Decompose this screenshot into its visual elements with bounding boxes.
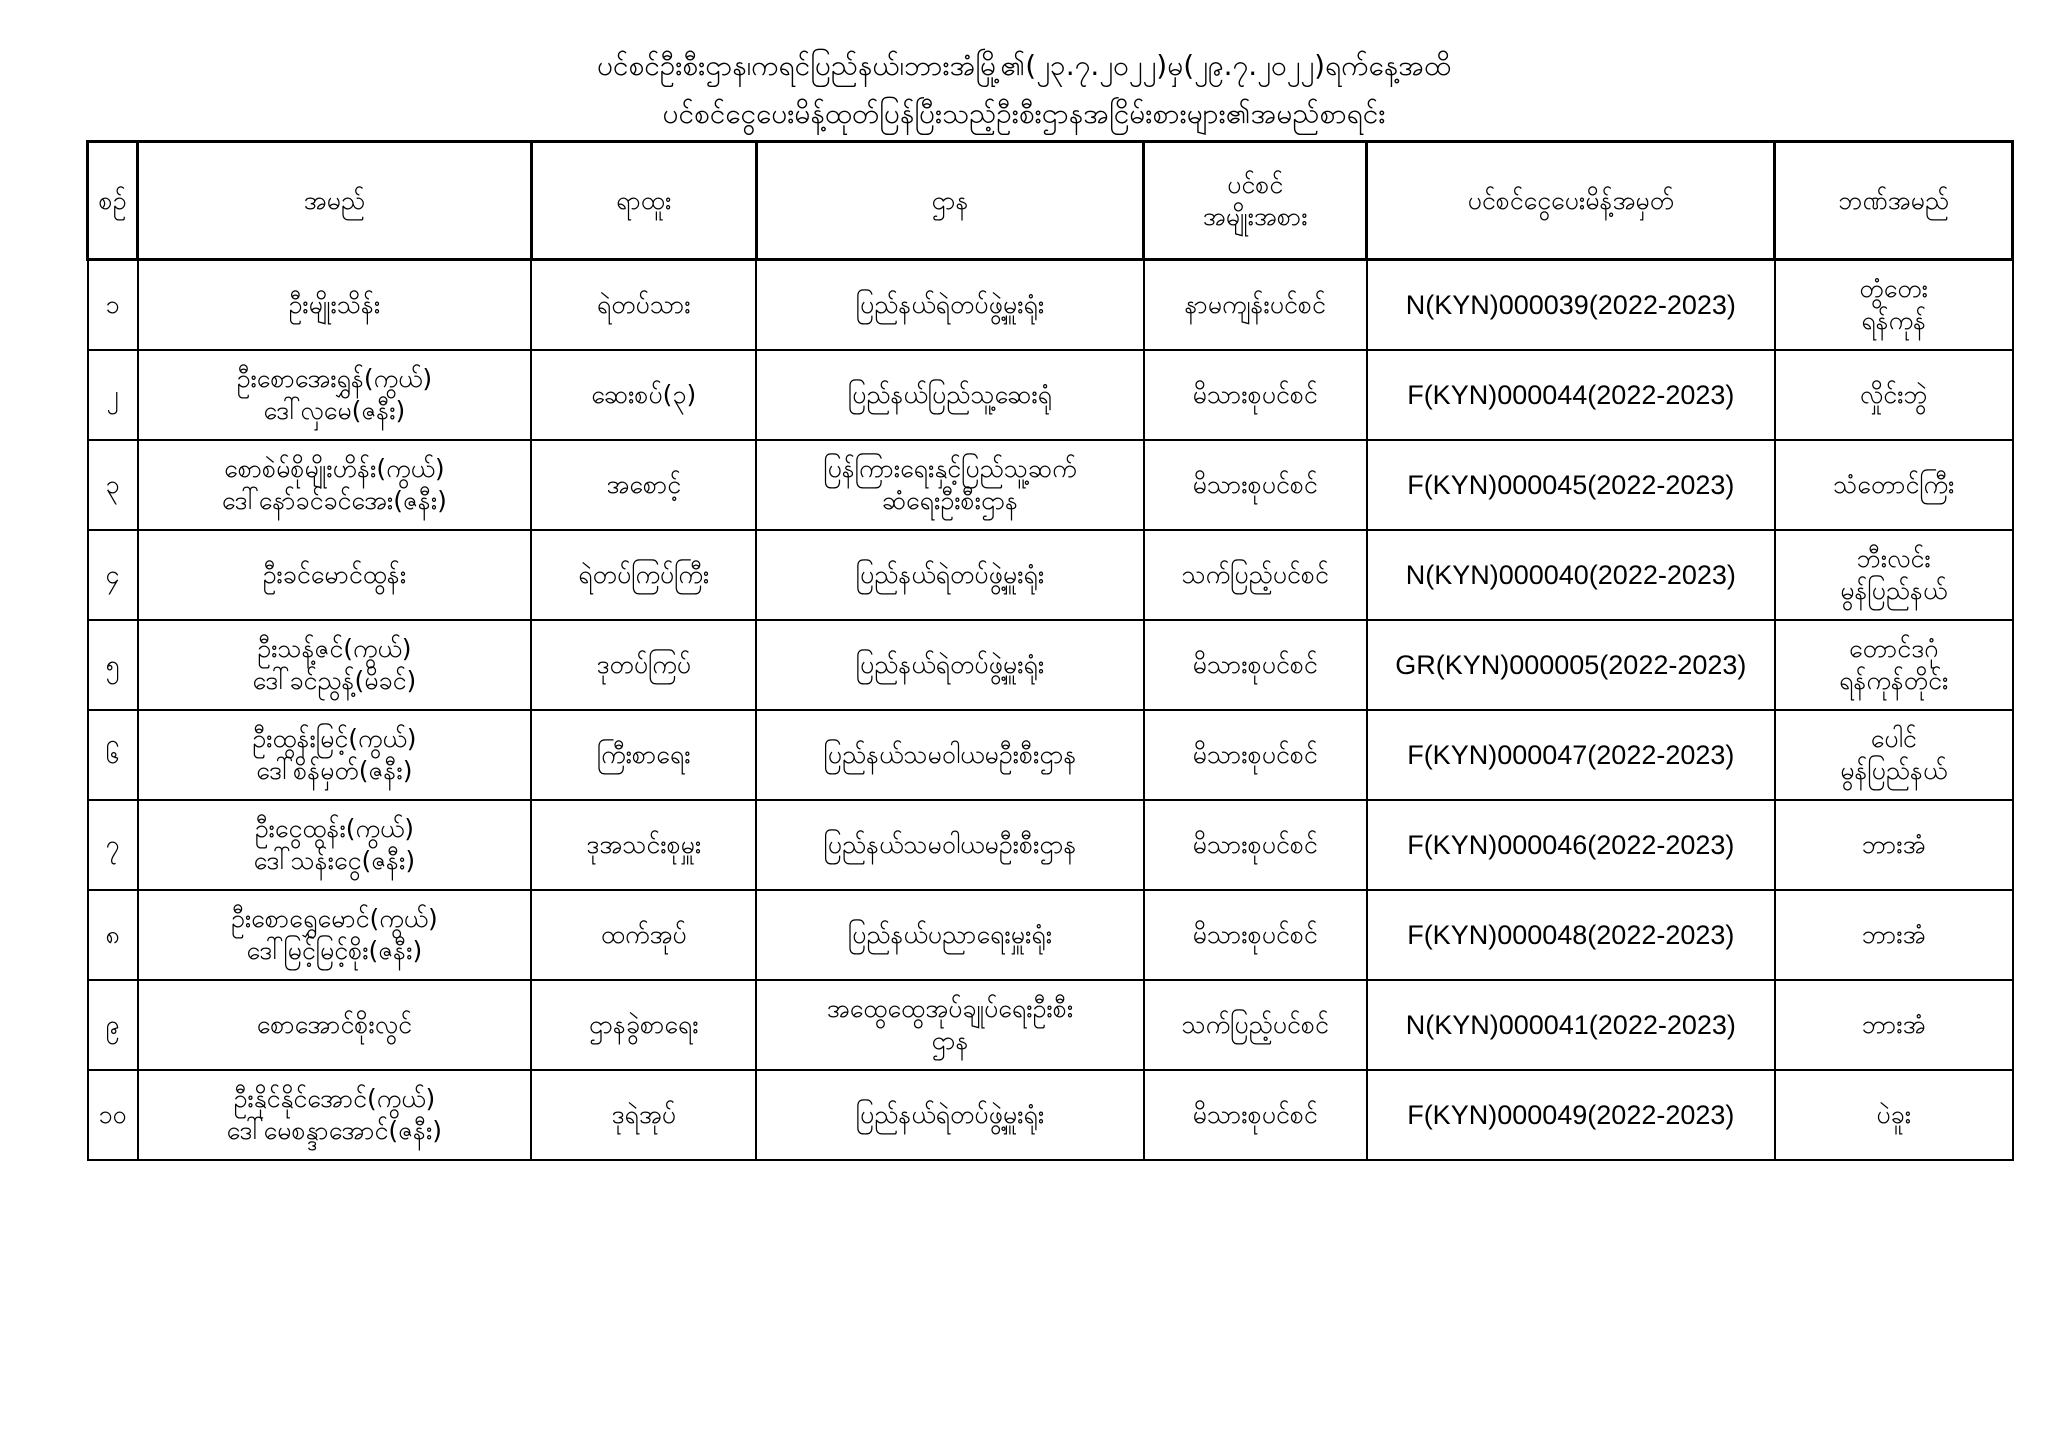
cell-bank-name-line-1: လှိုင်းဘွဲ [1859,379,1928,409]
cell-name [138,530,532,620]
cell-bank-name [1775,530,2013,620]
cell-bank-name [1775,1070,2013,1160]
cell-department [756,800,1144,890]
cell-serial-no: ၈ [88,890,138,980]
cell-department [756,710,1144,800]
cell-department-line-1: ပြည်နယ်ရဲတပ်ဖွဲ့မှူးရုံး [855,289,1045,319]
table-header-row [88,142,2013,260]
cell-pension-type: နာမကျန်းပင်စင် [1144,260,1367,350]
cell-bank-name-line-2: ရန်ကုန်တိုင်း [1839,665,1949,695]
cell-department [756,440,1144,530]
cell-pension-type: မိသားစုပင်စင် [1144,620,1367,710]
cell-rank: ဆေးစပ်(၃) [531,350,756,440]
cell-bank-name [1775,890,2013,980]
cell-name-line-1: ဦးမျိုးသိန်း [288,289,381,319]
cell-pension-type: သက်ပြည့်ပင်စင် [1144,530,1367,620]
cell-name [138,890,532,980]
cell-bank-name-line-1: တွံတေး [1859,273,1929,303]
cell-bank-name [1775,350,2013,440]
cell-serial-no: ၃ [88,440,138,530]
cell-name-line-2: ဒေါ်လှမေ(ဇနီး) [263,395,406,425]
cell-name-line-2: ဒေါ်သန်းငွေ(ဇနီး) [253,845,416,875]
cell-name-line-1: ဦးခင်မောင်ထွန်း [262,559,407,589]
cell-rank: ဌာနခွဲစာရေး [531,980,756,1070]
table-row [88,350,2013,440]
header-pension-order-number: ပင်စင်ငွေပေးမိန့်အမှတ် [1367,142,1775,260]
cell-pension-order-number: F(KYN)000047(2022-2023) [1367,710,1775,800]
cell-bank-name-line-1: ဘားအံ [1861,919,1926,949]
header-rank: ရာထူး [531,142,756,260]
cell-department-line-1: ပြန်ကြားရေးနှင့်ပြည်သူ့ဆက် [823,453,1077,483]
table-row [88,260,2013,350]
cell-name-line-2: ဒေါ်နော်ခင်ခင်အေး(ဇနီး) [221,485,447,515]
cell-pension-order-number: N(KYN)000040(2022-2023) [1367,530,1775,620]
cell-pension-type: မိသားစုပင်စင် [1144,440,1367,530]
cell-name-line-1: စောစဲမ်စိုမျိုးဟိန်း(ကွယ်) [224,453,445,483]
cell-name [138,620,532,710]
cell-bank-name-line-1: တောင်ဒဂုံ [1849,633,1939,663]
header-name: အမည် [138,142,532,260]
cell-rank: ရဲတပ်ကြပ်ကြီး [531,530,756,620]
cell-name [138,350,532,440]
cell-name-line-1: ဦးငွေထွန်း(ကွယ်) [254,813,415,843]
cell-bank-name-line-1: ပေါင် [1870,723,1917,753]
cell-pension-type: မိသားစုပင်စင် [1144,890,1367,980]
cell-department [756,980,1144,1070]
table-row [88,620,2013,710]
cell-name-line-2: ဒေါ်ခင်ညွန့်(မိခင်) [252,665,417,695]
cell-bank-name-line-1: ဘားအံ [1861,1009,1926,1039]
header-pension-type-line-2: အမျိုးအစား [1202,201,1308,231]
table-row [88,440,2013,530]
cell-department [756,890,1144,980]
cell-department [756,620,1144,710]
cell-pension-order-number: N(KYN)000041(2022-2023) [1367,980,1775,1070]
document-title-line-1: ပင်စင်ဦးစီးဌာန၊ကရင်ပြည်နယ်၊ဘားအံမြို့၏(၂၃.၇.၂၀၂၂)မှ(၂၉.၇.၂၀၂၂)ရက်နေ့အထိ [596,49,1452,82]
cell-name [138,800,532,890]
cell-name [138,1070,532,1160]
cell-serial-no: ၂ [88,350,138,440]
cell-name-line-1: ဦးထွန်းမြင့်(ကွယ်) [252,723,417,753]
cell-bank-name-line-1: ဘီးလင်း [1856,543,1931,573]
table-row [88,980,2013,1070]
cell-department-line-1: ပြည်နယ်ပြည်သူ့ဆေးရုံ [847,379,1053,409]
cell-name-line-1: ဦးသန့်ဇင်(ကွယ်) [257,633,412,663]
cell-pension-type: မိသားစုပင်စင် [1144,800,1367,890]
cell-bank-name [1775,260,2013,350]
cell-bank-name-line-2: မွန်ပြည်နယ် [1840,575,1948,605]
table-row [88,1070,2013,1160]
cell-bank-name-line-1: ဘားအံ [1861,829,1926,859]
cell-department-line-1: အထွေထွေအုပ်ချုပ်ရေးဦးစီး [826,993,1074,1023]
cell-department [756,1070,1144,1160]
cell-pension-order-number: F(KYN)000044(2022-2023) [1367,350,1775,440]
cell-bank-name [1775,440,2013,530]
cell-pension-order-number: GR(KYN)000005(2022-2023) [1367,620,1775,710]
cell-department-line-1: ပြည်နယ်ရဲတပ်ဖွဲ့မှူးရုံး [855,649,1045,679]
cell-serial-no: ၇ [88,800,138,890]
cell-department-line-2: ဌာန [931,1025,969,1055]
cell-department-line-1: ပြည်နယ်သမဝါယမဦးစီးဌာန [823,739,1077,769]
cell-bank-name-line-2: ရန်ကုန် [1861,305,1927,335]
cell-department [756,260,1144,350]
cell-pension-order-number: F(KYN)000045(2022-2023) [1367,440,1775,530]
cell-rank: ဒုအသင်းစုမှူး [531,800,756,890]
table-row [88,710,2013,800]
cell-name [138,980,532,1070]
cell-department-line-1: ပြည်နယ်ပညာရေးမှူးရုံး [847,919,1053,949]
cell-pension-type: မိသားစုပင်စင် [1144,350,1367,440]
cell-name-line-2: ဒေါ်မြင့်မြင့်စိုး(ဇနီး) [246,935,423,965]
cell-pension-order-number: N(KYN)000039(2022-2023) [1367,260,1775,350]
table-row [88,800,2013,890]
header-pension-type [1144,142,1367,260]
cell-serial-no: ၅ [88,620,138,710]
cell-pension-order-number: F(KYN)000049(2022-2023) [1367,1070,1775,1160]
cell-bank-name [1775,620,2013,710]
cell-bank-name [1775,980,2013,1070]
cell-bank-name [1775,800,2013,890]
pensioner-table [86,140,2014,1161]
cell-department-line-2: ဆံရေးဦးစီးဌာန [881,485,1019,515]
cell-department [756,350,1144,440]
cell-serial-no: ၉ [88,980,138,1070]
cell-rank: ကြီးစာရေး [531,710,756,800]
cell-department [756,530,1144,620]
cell-rank: ဒုရဲအုပ် [531,1070,756,1160]
cell-department-line-1: ပြည်နယ်ရဲတပ်ဖွဲ့မှူးရုံး [855,1099,1045,1129]
cell-rank: ရဲတပ်သား [531,260,756,350]
cell-name-line-1: စောအောင်စိုးလွင် [256,1009,413,1039]
cell-bank-name [1775,710,2013,800]
cell-name-line-1: ဦးစောရွှေမောင်(ကွယ်) [230,903,438,933]
cell-department-line-1: ပြည်နယ်သမဝါယမဦးစီးဌာန [823,829,1077,859]
cell-name [138,710,532,800]
cell-pension-type: သက်ပြည့်ပင်စင် [1144,980,1367,1070]
cell-pension-type: မိသားစုပင်စင် [1144,710,1367,800]
header-pension-type-line-1: ပင်စင် [1227,169,1284,199]
cell-name-line-1: ဦးစောအေးရွှန်(ကွယ်) [236,363,433,393]
header-department: ဌာန [756,142,1144,260]
cell-bank-name-line-1: သံတောင်ကြီး [1833,469,1955,499]
cell-name [138,260,532,350]
cell-rank: ဒုတပ်ကြပ် [531,620,756,710]
cell-name-line-1: ဦးနိုင်နိုင်အောင်(ကွယ်) [233,1083,436,1113]
table-row [88,890,2013,980]
document-title-line-2: ပင်စင်ငွေပေးမိန့်ထုတ်ပြန်ပြီးသည့်ဦးစီးဌာနအငြိမ်းစားများ၏အမည်စာရင်း [662,97,1386,130]
cell-serial-no: ၁ [88,260,138,350]
cell-serial-no: ၄ [88,530,138,620]
cell-serial-no: ၆ [88,710,138,800]
header-serial-no: စဉ် [88,142,138,260]
cell-name-line-2: ဒေါ်မေစန္ဒာအောင်(ဇနီး) [226,1115,443,1145]
cell-pension-order-number: F(KYN)000048(2022-2023) [1367,890,1775,980]
header-bank-name: ဘဏ်အမည် [1775,142,2013,260]
cell-serial-no: ၁၀ [88,1070,138,1160]
cell-pension-type: မိသားစုပင်စင် [1144,1070,1367,1160]
cell-bank-name-line-2: မွန်ပြည်နယ် [1840,755,1948,785]
cell-department-line-1: ပြည်နယ်ရဲတပ်ဖွဲ့မှူးရုံး [855,559,1045,589]
cell-bank-name-line-1: ပဲခူး [1876,1099,1912,1129]
cell-pension-order-number: F(KYN)000046(2022-2023) [1367,800,1775,890]
cell-rank: ထက်အုပ် [531,890,756,980]
table-row [88,530,2013,620]
cell-name-line-2: ဒေါ်စိန်မှတ်(ဇနီး) [256,755,413,785]
cell-rank: အစောင့် [531,440,756,530]
cell-name [138,440,532,530]
